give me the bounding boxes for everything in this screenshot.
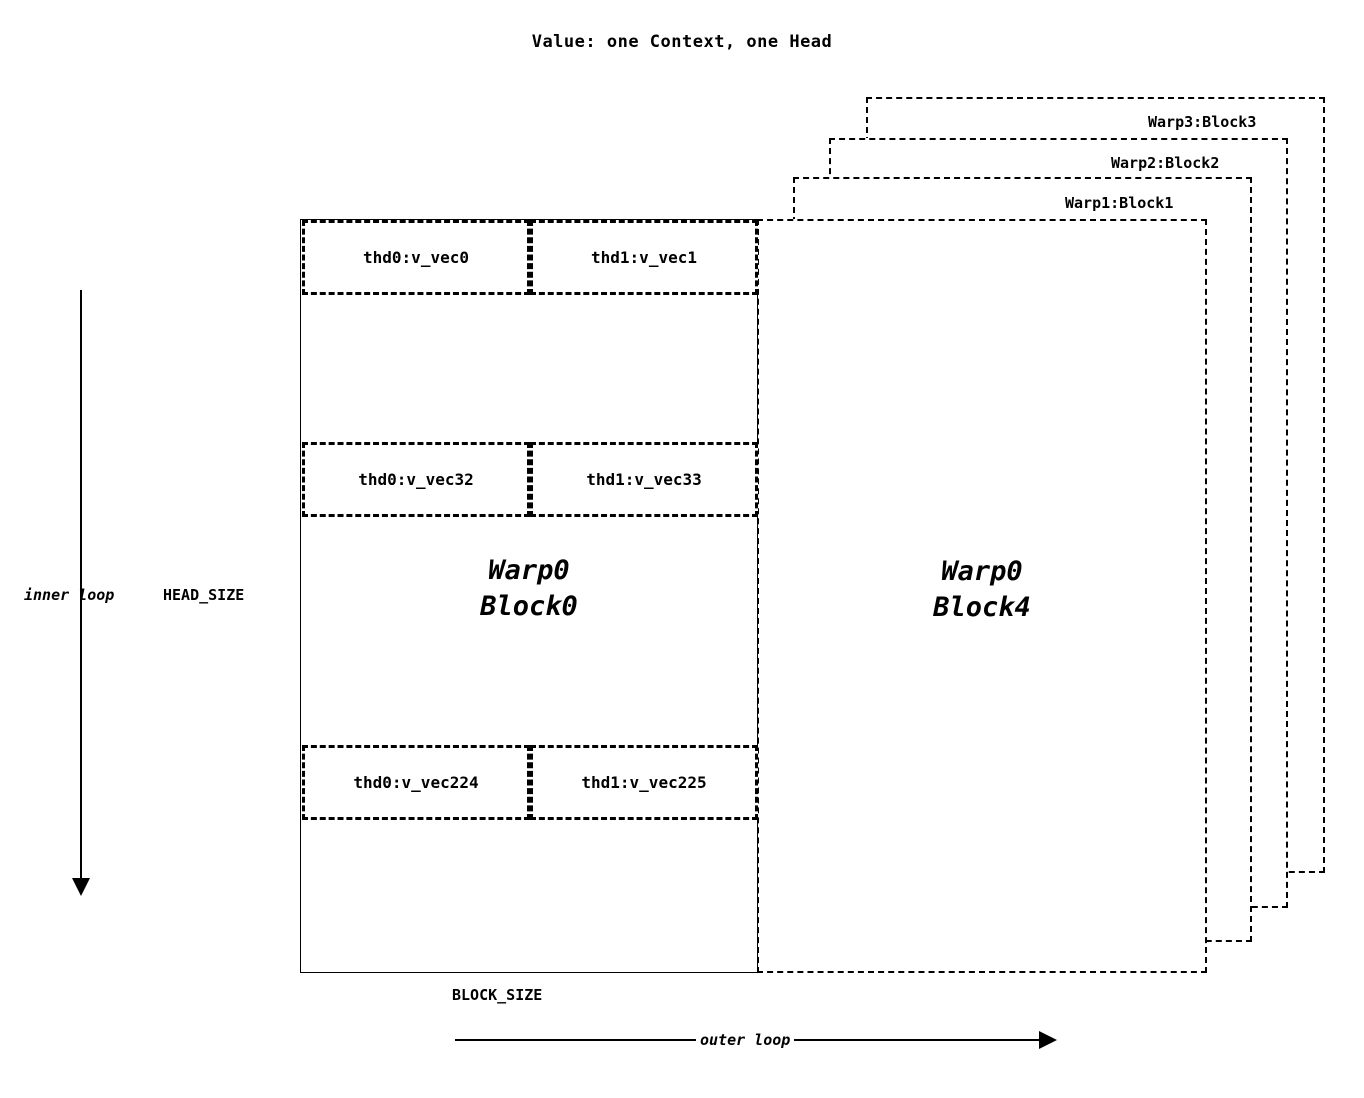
- stack-block-warp1-block1-label: Warp1:Block1: [1065, 194, 1174, 212]
- block-warp0-block0: [300, 219, 758, 973]
- head-size-label: HEAD_SIZE: [163, 586, 245, 604]
- inner-loop-axis-line: [80, 290, 82, 880]
- block0-warp-label: Warp0: [488, 555, 570, 586]
- thread-cell: thd0:v_vec224: [302, 745, 530, 820]
- thread-cell: thd1:v_vec1: [530, 220, 758, 295]
- thread-cell: thd1:v_vec33: [530, 442, 758, 517]
- block-size-label: BLOCK_SIZE: [452, 986, 543, 1004]
- block4-warp-label: Warp0: [941, 556, 1023, 587]
- inner-loop-label: inner loop: [24, 586, 115, 604]
- block0-block-label: Block0: [480, 591, 578, 623]
- outer-loop-arrow-head: [1039, 1031, 1057, 1049]
- page-title: Value: one Context, one Head: [531, 32, 833, 52]
- thread-cell: thd0:v_vec0: [302, 220, 530, 295]
- block4-caption: [759, 554, 1205, 627]
- outer-loop-label: outer loop: [696, 1031, 794, 1049]
- inner-loop-arrow-head: [72, 878, 90, 896]
- block-warp0-block4: [757, 219, 1207, 973]
- block4-block-label: Block4: [933, 592, 1031, 624]
- block0-caption: [301, 553, 757, 626]
- thread-cell: thd0:v_vec32: [302, 442, 530, 517]
- stack-block-warp3-block3-label: Warp3:Block3: [1148, 113, 1257, 131]
- thread-cell: thd1:v_vec225: [530, 745, 758, 820]
- stack-block-warp2-block2-label: Warp2:Block2: [1111, 154, 1220, 172]
